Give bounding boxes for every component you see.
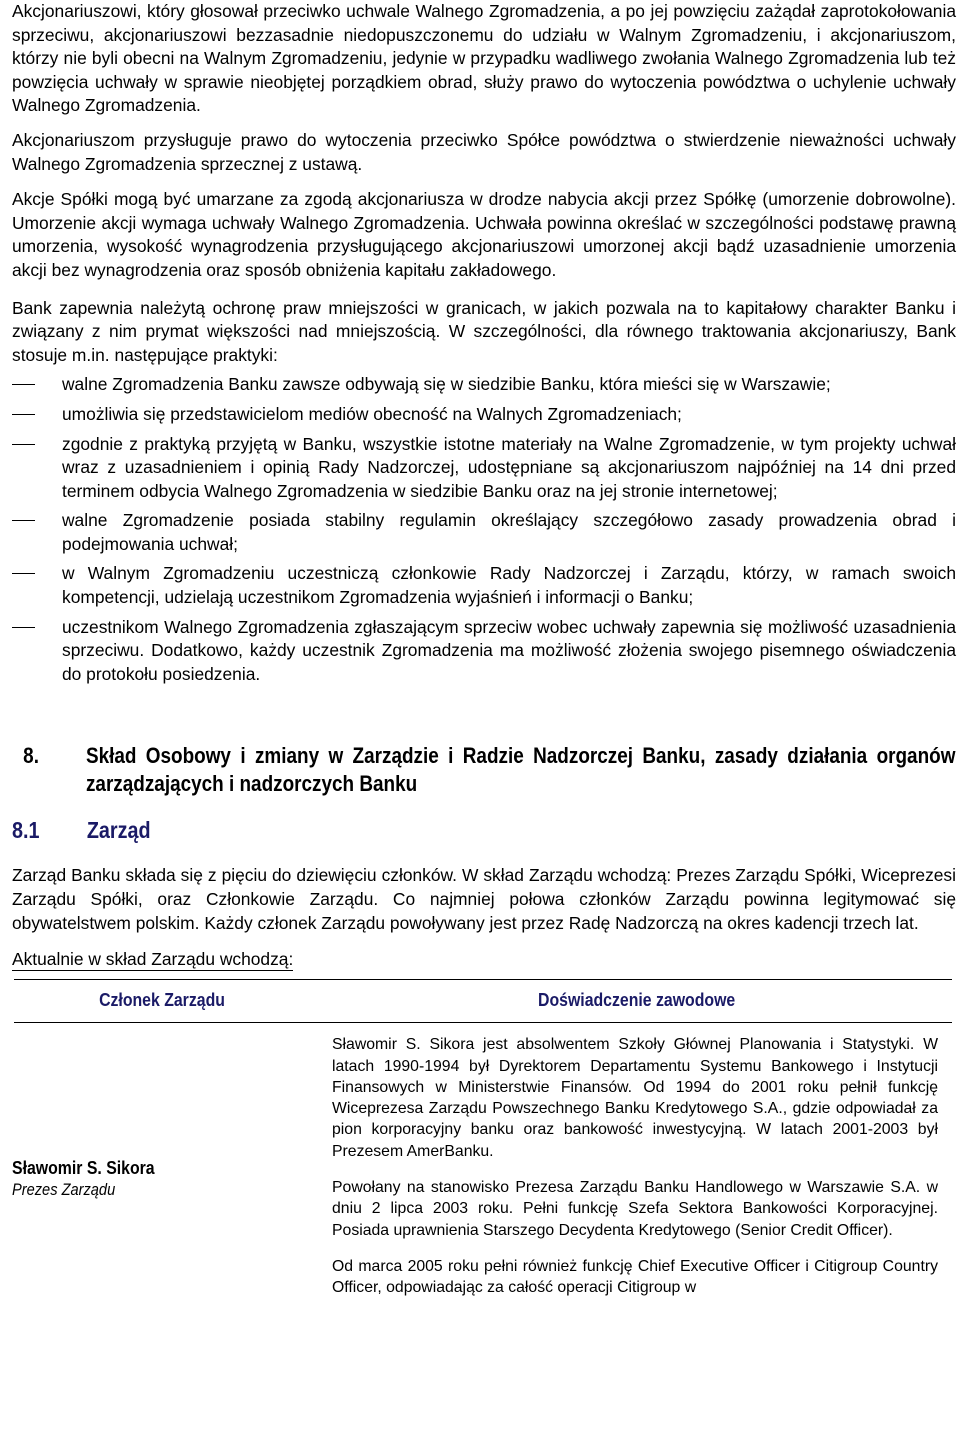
list-item xyxy=(12,509,956,556)
list-item xyxy=(12,373,956,397)
paragraph-minority-protection: Bank zapewnia należytą ochronę praw mniejszości w granicach, w jakich pozwala na to kapitałowy charakter Banku i związany z nim prymat większości nad mniejszością. W szczególności, dla równego traktowania akcjonariuszy, Bank stosuje m.in. następujące praktyki: xyxy=(12,297,956,365)
board-members-table xyxy=(12,979,956,1313)
table-header-rule xyxy=(14,1022,952,1023)
document-page xyxy=(12,0,956,1313)
list-item xyxy=(12,562,956,609)
experience-paragraph: Sławomir S. Sikora jest absolwentem Szkoły Głównej Planowania i Statystyki. W latach 1990-1994 był Dyrektorem Departamentu Systemu Bankowego i Instytucji Finansowych w Ministerstwie Finansów. Od 1994 do 2001 roku pełnił funkcję Wiceprezesa Zarządu Powszechnego Banku Kredytowego S.A., gdzie odpowiadał za pion korporacyjny banku oraz bankowość inwestycyjną. W latach 2001-2003 był Prezesem AmerBanku. xyxy=(332,1036,938,1160)
list-item xyxy=(12,616,956,687)
dash-bullet-icon xyxy=(12,573,35,574)
experience-paragraph: Powołany na stanowisko Prezesa Zarządu Banku Handlowego w Warszawie S.A. w dniu 2 lipca 2003 roku. Pełni funkcję Szefa Sektora Bankowości Korporacyjnej. Posiada uprawnienia Starszego Decydenta Kredytowego (Senior Credit Officer). xyxy=(332,1179,938,1239)
member-cell xyxy=(12,1034,332,1313)
list-item-text: umożliwia się przedstawicielom mediów obecność na Walnych Zgromadzeniach; xyxy=(62,403,682,424)
experience-cell xyxy=(332,1034,956,1313)
section-heading xyxy=(12,742,955,798)
dash-bullet-icon xyxy=(12,414,35,415)
paragraph-board-composition: Zarząd Banku składa się z pięciu do dziewięciu członków. W skład Zarządu wchodzą: Prezes Zarządu Spółki, Wiceprezesi Zarządu Spółki, oraz Członkowie Zarządu. Co najmniej połowa członków Zarządu powinna legitymować się obywatelstwem polskim. Każdy członek Zarządu powoływany jest przez Radę Nadzorczą na okres kadencji trzech lat. xyxy=(12,865,956,933)
paragraph-challenge-resolution: Akcjonariuszowi, który głosował przeciwko uchwale Walnego Zgromadzenia, a po jej powzięciu zażądał zaprotokołowania sprzeciwu, akcjonariuszowi bezzasadnie niedopuszczonemu do udziału w Walnym Zgromadzeniu, i akcjonariuszom, którzy nie byli obecni na Walnym Zgromadzeniu, jedynie w przypadku wadliwego zwołania Walnego Zgromadzenia lub też powzięcia uchwały w sprawie nieobjętej porządkiem obrad, służy prawo do wytoczenia powództwa o uchylenie uchwały Walnego Zgromadzenia. xyxy=(12,1,956,116)
subsection-heading xyxy=(12,816,824,844)
list-item-text: zgodnie z praktyką przyjętą w Banku, wszystkie istotne materiały na Walne Zgromadzenie, w tym projekty uchwał wraz z uzasadnieniem i opinią Rady Nadzorczej, udostępniane są akcjonariuszom najpóźniej na 14 dni przed terminem odbycia Walnego Zgromadzenia w siedzibie Banku oraz na jej stronie internetowej; xyxy=(62,433,956,501)
dash-bullet-icon xyxy=(12,520,35,521)
dash-bullet-icon xyxy=(12,384,35,385)
paragraph-share-redemption: Akcje Spółki mogą być umarzane za zgodą akcjonariusza w drodze nabycia akcji przez Spółkę (umorzenie dobrowolne). Umorzenie akcji wymaga uchwały Walnego Zgromadzenia. Uchwała powinna określać w szczególności podstawę prawną umorzenia, wysokość wynagrodzenia przysługującego akcjonariuszowi umorzonej akcji bądź uzasadnienie umorzenia akcji bez wynagrodzenia oraz sposób obniżenia kapitału zakładowego. xyxy=(12,189,956,280)
board-members-label: Aktualnie w skład Zarządu wchodzą: xyxy=(12,949,294,970)
list-item-text: w Walnym Zgromadzeniu uczestniczą członkowie Rady Nadzorczej i Zarządu, którzy, w ramach swoich kompetencji, udzielają uczestnikom Zgromadzenia wyjaśnień i informacji o Banku; xyxy=(62,563,956,608)
list-item-text: uczestnikom Walnego Zgromadzenia zgłaszającym sprzeciw wobec uchwały zapewnia się możliwość uzasadnienia sprzeciwu. Dodatkowo, każdy uczestnik Zgromadzenia ma możliwość złożenia swojego pisemnego oświadczenia do protokołu posiedzenia. xyxy=(62,616,956,684)
table-row xyxy=(12,1034,956,1313)
list-item-text: walne Zgromadzenie posiada stabilny regulamin określający szczegółowo zasady prowadzenia obrad i podejmowania uchwał; xyxy=(62,510,956,554)
table-header xyxy=(12,979,956,1011)
list-item-text: walne Zgromadzenia Banku zawsze odbywają się w siedzibie Banku, która mieści się w Warszawie; xyxy=(62,374,831,395)
column-header-experience: Doświadczenie zawodowe xyxy=(538,990,736,1011)
paragraph-nullity-action: Akcjonariuszom przysługuje prawo do wytoczenia przeciwko Spółce powództwa o stwierdzenie nieważności uchwały Walnego Zgromadzenia sprzecznej z ustawą. xyxy=(12,129,956,174)
dash-bullet-icon xyxy=(12,444,35,445)
member-name: Sławomir S. Sikora xyxy=(12,1157,155,1178)
subsection-title: Zarząd xyxy=(86,817,151,844)
list-item xyxy=(12,433,956,504)
column-header-member: Członek Zarządu xyxy=(99,990,225,1011)
practices-list xyxy=(12,373,956,686)
list-item xyxy=(12,403,956,427)
member-role: Prezes Zarządu xyxy=(12,1179,116,1199)
table-top-rule xyxy=(14,979,952,980)
experience-paragraph: Od marca 2005 roku pełni również funkcję Chief Executive Officer i Citigroup Country Officer, odpowiadając za całość operacji Citigroup w xyxy=(332,1257,938,1297)
section-title: Skład Osobowy i zmiany w Zarządzie i Radzie Nadzorczej Banku, zasady działania organów zarządzających i nadzorczych Banku xyxy=(85,743,956,797)
subsection-number: 8.1 xyxy=(12,817,40,844)
dash-bullet-icon xyxy=(12,627,35,628)
section-number: 8. xyxy=(23,743,39,769)
